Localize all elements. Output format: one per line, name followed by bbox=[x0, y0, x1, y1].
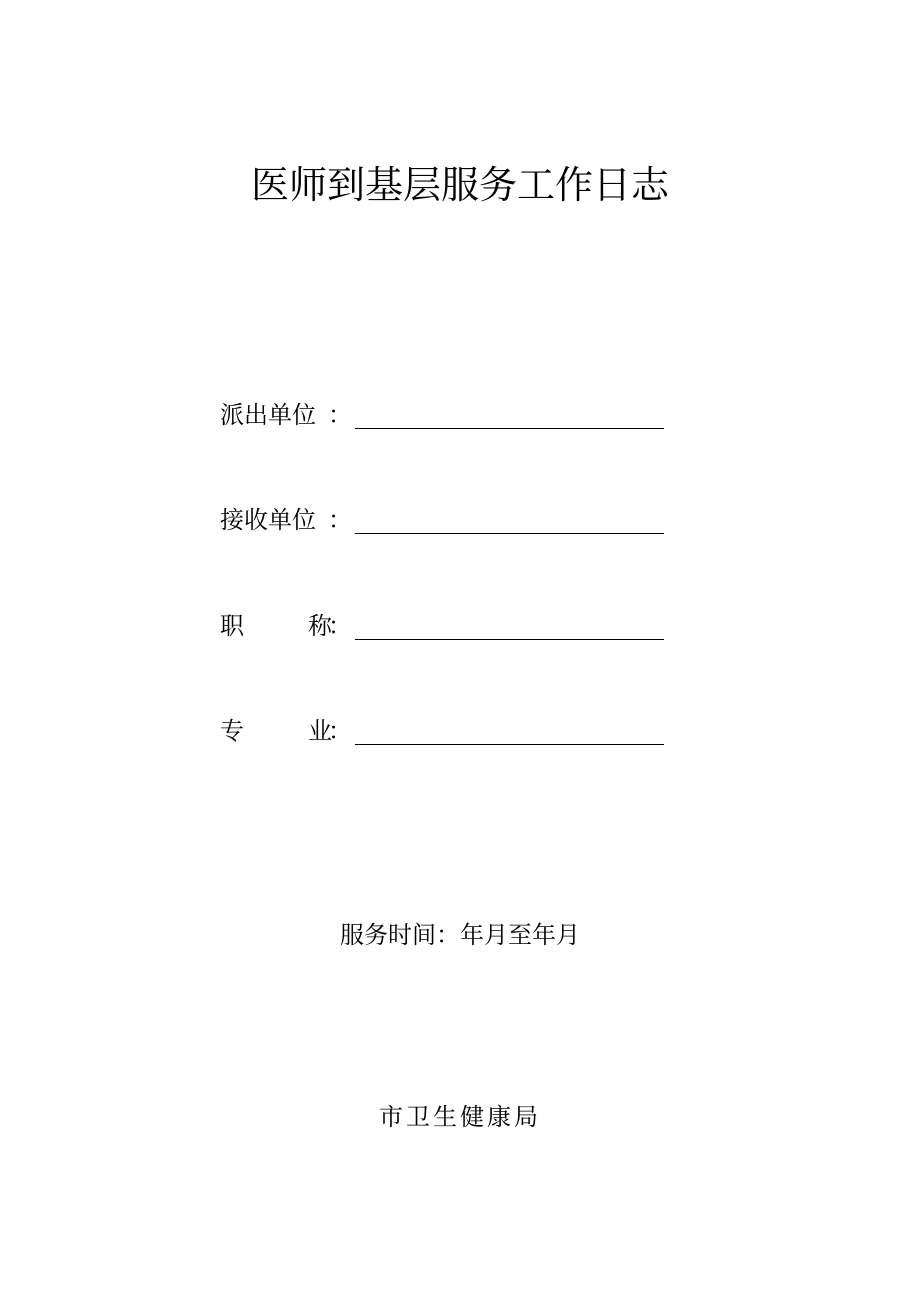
field-colon: ： bbox=[328, 612, 352, 640]
field-label: 派出单位 bbox=[220, 401, 316, 429]
field-receiving-unit bbox=[220, 503, 680, 539]
issuer-name: 市卫生健康局 bbox=[379, 1103, 541, 1131]
field-label: 接收单位 bbox=[220, 506, 316, 534]
specialty-blank-line[interactable] bbox=[355, 744, 664, 745]
field-label: 专 业 bbox=[220, 717, 332, 745]
field-colon: ： bbox=[328, 506, 352, 534]
field-dispatching-unit bbox=[220, 398, 680, 434]
field-label: 职 称 bbox=[220, 612, 332, 640]
dispatching-unit-blank-line[interactable] bbox=[355, 428, 664, 429]
field-specialty bbox=[220, 714, 680, 750]
field-colon: ： bbox=[328, 717, 352, 745]
field-colon: ： bbox=[328, 401, 352, 429]
professional-title-blank-line[interactable] bbox=[355, 639, 664, 640]
service-time: 服务时间：年月至年月 bbox=[340, 921, 580, 949]
field-professional-title bbox=[220, 609, 680, 645]
receiving-unit-blank-line[interactable] bbox=[355, 533, 664, 534]
page-title: 医师到基层服务工作日志 bbox=[250, 163, 669, 207]
